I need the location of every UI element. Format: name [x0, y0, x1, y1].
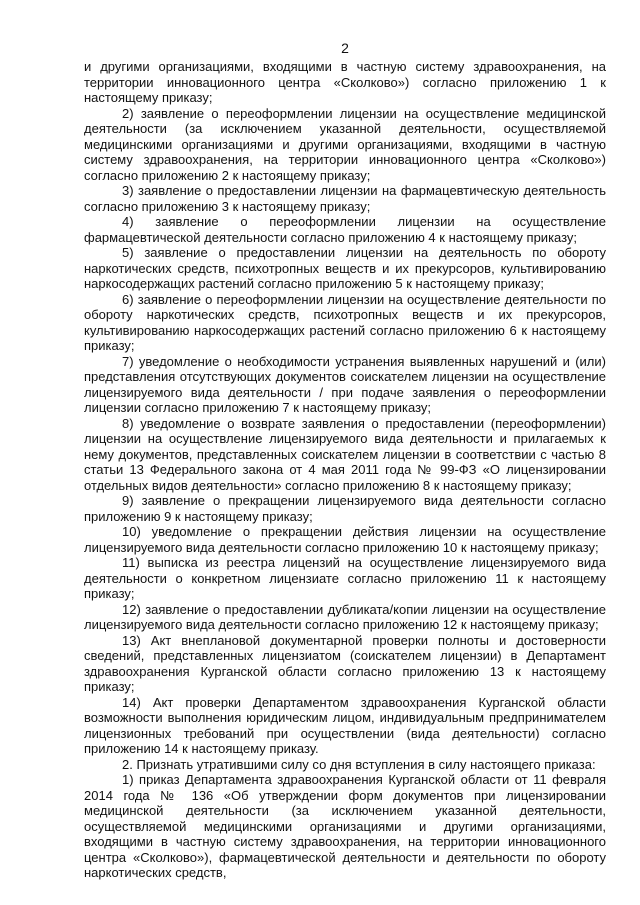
list-item-5: 5) заявление о предоставлении лицензии на деятельность по обороту наркотических средств, психотропных веществ и их прекурсоров, культивированию наркосодержащих растений согласно приложению 5 к настоящему приказу;	[84, 245, 606, 291]
list-item-14: 14) Акт проверки Департаментом здравоохранения Курганской области возможности выполнения юридическим лицом, индивидуальным предпринимателем лицензионных требований при осуществлении (вида деятельности) согласно приложению 14 к настоящему приказу.	[84, 694, 606, 756]
document-body	[84, 59, 606, 881]
list-item-2: 2) заявление о переоформлении лицензии на осуществление медицинской деятельности (за исключением указанной деятельности, осуществляемой медицинскими организациями и другими организациями, входящими в частную систему здравоохранения, на территории инновационного центра «Сколково») согласно приложению 2 к настоящему приказу;	[84, 105, 606, 183]
paragraph-continuation: и другими организациями, входящими в частную систему здравоохранения, на территории инновационного центра «Сколково») согласно приложению 1 к настоящему приказу;	[84, 59, 606, 105]
list-item-3: 3) заявление о предоставлении лицензии на фармацевтическую деятельность согласно приложению 3 к настоящему приказу;	[84, 183, 606, 214]
list-item-4: 4) заявление о переоформлении лицензии на осуществление фармацевтической деятельности согласно приложению 4 к настоящему приказу;	[84, 214, 606, 245]
list-item-12: 12) заявление о предоставлении дубликата/копии лицензии на осуществление лицензируемого вида деятельности согласно приложению 12 к настоящему приказу;	[84, 601, 606, 632]
section-2-heading: 2. Признать утратившими силу со дня вступления в силу настоящего приказа:	[122, 756, 596, 772]
list-item-7: 7) уведомление о необходимости устранения выявленных нарушений и (или) представления отсутствующих документов соискателем лицензии на осуществление лицензируемого вида деятельности / при подаче заявления о переоформлении лицензии согласно приложению 7 к настоящему приказу;	[84, 353, 606, 415]
list-item-8: 8) уведомление о возврате заявления о предоставлении (переоформлении) лицензии на осуществление лицензируемого вида деятельности и прилагаемых к нему документов, представленных соискателем лицензии в соответствии с частью 8 статьи 13 Федерального закона от 4 мая 2011 года № 99-ФЗ «О лицензировании отдельных видов деятельности» согласно приложению 8 к настоящему приказу;	[84, 415, 606, 493]
page-number: 2	[341, 40, 349, 56]
list-item-9: 9) заявление о прекращении лицензируемого вида деятельности согласно приложению 9 к настоящему приказу;	[84, 493, 606, 524]
list-item-13: 13) Акт внеплановой документарной проверки полноты и достоверности сведений, представленных лицензиатом (соискателем лицензии) в Департамент здравоохранения Курганской области согласно приложению 13 к настоящему приказу;	[84, 632, 606, 694]
list-item-11: 11) выписка из реестра лицензий на осуществление лицензируемого вида деятельности о конкретном лицензиате согласно приложению 11 к настоящему приказу;	[84, 555, 606, 601]
list-item-10: 10) уведомление о прекращении действия лицензии на осуществление лицензируемого вида деятельности согласно приложению 10 к настоящему приказу;	[84, 524, 606, 555]
list-item-6: 6) заявление о переоформлении лицензии на осуществление деятельности по обороту наркотических средств, психотропных веществ и их прекурсоров, культивированию наркосодержащих растений согласно приложению 6 к настоящему приказу;	[84, 291, 606, 353]
repealed-order-item-1: 1) приказ Департамента здравоохранения Курганской области от 11 февраля 2014 года № 136 «Об утверждении форм документов при лицензировании медицинской деятельности (за исключением указанной деятельности, осуществляемой медицинскими организациями и другими организациями, входящими в частную систему здравоохранения, на территории инновационного центра «Сколково»), фармацевтической деятельности и деятельности по обороту наркотических средств,	[84, 772, 606, 880]
